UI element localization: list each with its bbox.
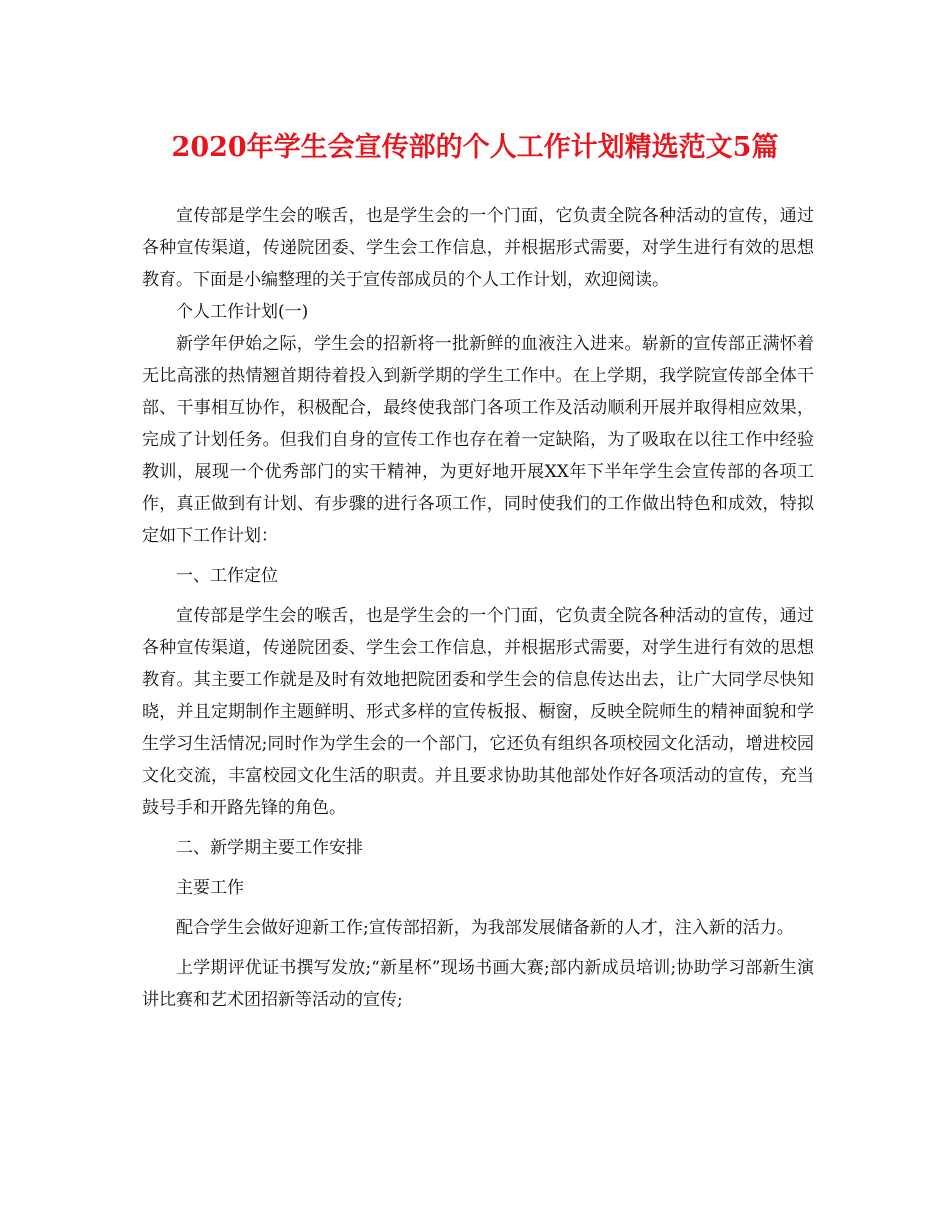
section-heading-main-work: 主要工作 bbox=[176, 878, 244, 898]
paragraph-positioning: 宣传部是学生会的喉舌，也是学生会的一个门面，它负责全院各种活动的宣传，通过各种宣传渠道，传递院团委、学生会工作信息，并根据形式需要，对学生进行有效的思想教育。其主要工作就是及时有效地把院团委和学生会的信息传达出去，让广大同学尽快知晓，并且定期制作主题鲜明、形式多样的宣传板报、橱窗，反映全院师生的精神面貌和学生学习生活情况;同时作为学生会的一个部门，它还负有组织各项校园文化活动，增进校园文化交流，丰富校园文化生活的职责。并且要求协助其他部处作好各项活动的宣传，充当鼓号手和开路先锋的角色。 bbox=[142, 606, 814, 818]
section-heading-arrangements: 二、新学期主要工作安排 bbox=[176, 838, 363, 858]
paragraph-main-work-two: 上学期评优证书撰写发放;“新星杯”现场书画大赛;部内新成员培训;协助学习部新生演讲比赛和艺术团招新等活动的宣传; bbox=[142, 958, 814, 1010]
document-body bbox=[142, 200, 814, 1016]
paragraph-main-work-one: 配合学生会做好迎新工作;宣传部招新，为我部发展储备新的人才，注入新的活力。 bbox=[176, 918, 794, 938]
section-heading-positioning: 一、工作定位 bbox=[176, 566, 278, 586]
section-heading-plan-one: 个人工作计划(一) bbox=[176, 302, 309, 322]
paragraph-plan-one: 新学年伊始之际，学生会的招新将一批新鲜的血液注入进来。崭新的宣传部正满怀着无比高涨的热情翘首期待着投入到新学期的学生工作中。在上学期，我学院宣传部全体干部、干事相互协作，积极配合，最终使我部门各项工作及活动顺利开展并取得相应效果，完成了计划任务。但我们自身的宣传工作也存在着一定缺陷，为了吸取在以往工作中经验教训，展现一个优秀部门的实干精神，为更好地开展XX年下半年学生会宣传部的各项工作，真正做到有计划、有步骤的进行各项工作，同时使我们的工作做出特色和成效，特拟定如下工作计划： bbox=[142, 334, 814, 546]
document-title: 2020年学生会宣传部的个人工作计划精选范文5篇 bbox=[171, 132, 779, 163]
paragraph-intro: 宣传部是学生会的喉舌，也是学生会的一个门面，它负责全院各种活动的宣传，通过各种宣传渠道，传递院团委、学生会工作信息，并根据形式需要，对学生进行有效的思想教育。下面是小编整理的关于宣传部成员的个人工作计划，欢迎阅读。 bbox=[142, 206, 814, 290]
